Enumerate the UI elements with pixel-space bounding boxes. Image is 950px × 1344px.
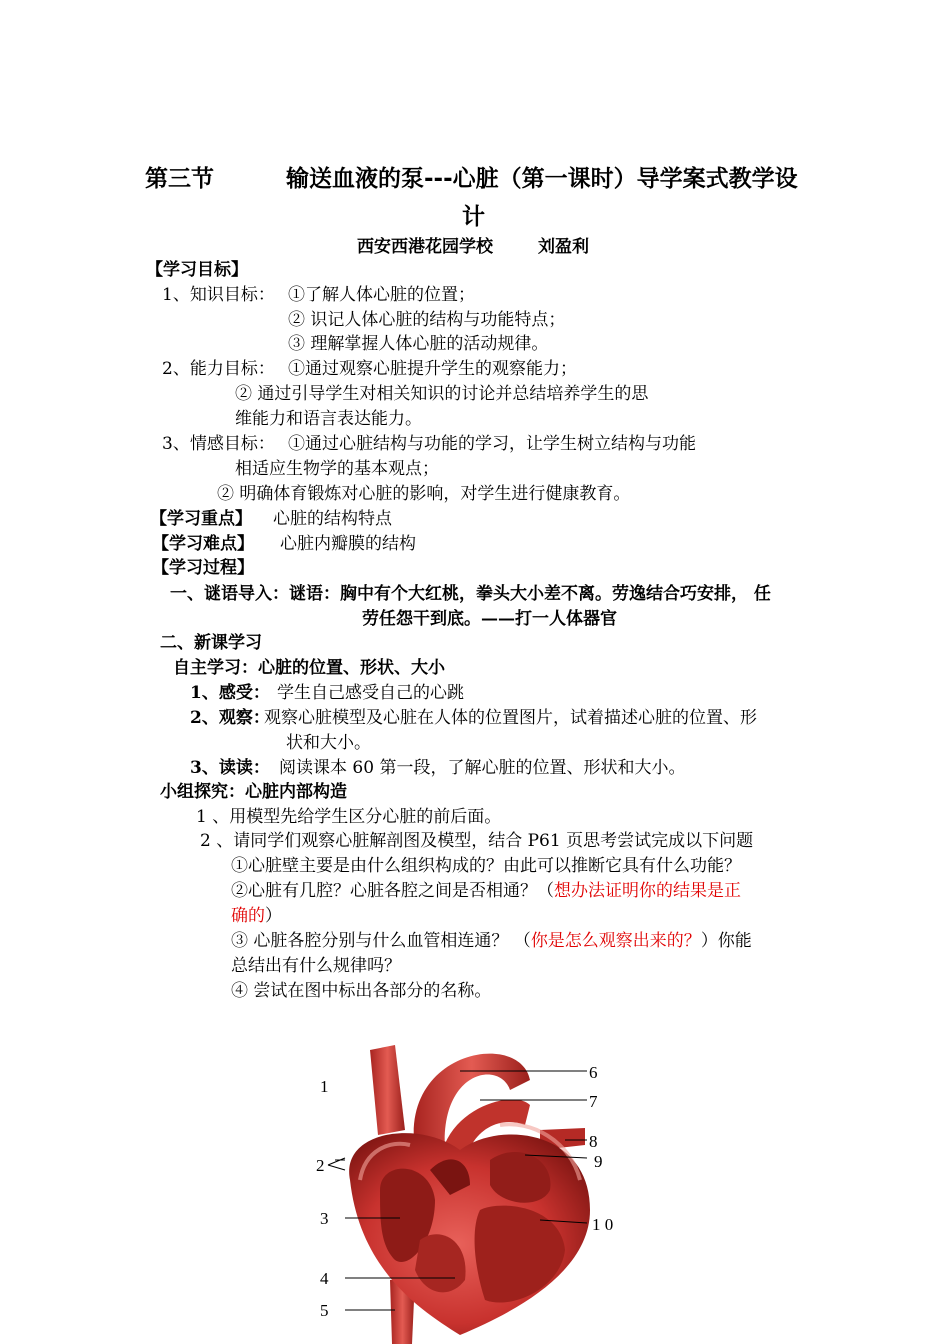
emotion-goal-1: ①通过心脏结构与功能的学习，让学生树立结构与功能 <box>288 434 696 454</box>
section-number: 第三节 <box>145 166 214 192</box>
figure-label-9: 9 <box>594 1152 603 1171</box>
step-3-text: 阅读课本 60 第一段，了解心脏的位置、形状和大小。 <box>279 758 686 778</box>
figure-label-5: 5 <box>320 1301 329 1320</box>
figure-label-6: 6 <box>589 1063 598 1082</box>
superior-vena-cava <box>370 1045 405 1135</box>
figure-label-3: 3 <box>320 1209 329 1228</box>
figure-label-8: 8 <box>589 1132 598 1151</box>
emotion-goal-2: ② 明确体育锻炼对心脏的影响，对学生进行健康教育。 <box>217 484 631 504</box>
ability-goal-2-cont: 维能力和语言表达能力。 <box>235 409 422 429</box>
heart-anatomy-figure <box>300 1010 640 1344</box>
step-1-label: 1、感受： <box>190 683 270 703</box>
focus-label: 【学习重点】 <box>150 509 252 529</box>
question-1: ①心脏壁主要是由什么组织构成的？由此可以推断它具有什么功能？ <box>231 856 741 876</box>
question-3-cont: 总结出有什么规律吗？ <box>231 956 401 976</box>
step-2-text-cont: 状和大小。 <box>286 733 371 753</box>
author-name: 刘盈利 <box>538 237 589 257</box>
new-lesson-heading: 二、新课学习 <box>160 633 262 653</box>
goals-heading: 【学习目标】 <box>146 260 248 280</box>
emotion-goal-label: 3、情感目标： <box>162 434 275 454</box>
ability-goal-label: 2、能力目标： <box>162 359 275 379</box>
question-4: ④ 尝试在图中标出各部分的名称。 <box>231 981 492 1001</box>
group-task-2: 2 、请同学们观察心脏解剖图及模型，结合 P61 页思考尝试完成以下问题 <box>200 831 754 851</box>
question-2-close: ） <box>265 906 282 926</box>
question-3-text-end: ）你能 <box>700 931 752 951</box>
step-1-text: 学生自己感受自己的心跳 <box>277 683 464 703</box>
question-3 <box>231 930 752 952</box>
process-heading: 【学习过程】 <box>152 558 254 578</box>
knowledge-goal-label: 1、知识目标： <box>162 285 275 305</box>
question-2 <box>231 880 741 902</box>
question-2-text: ②心脏有几腔？心脏各腔之间是否相通？（ <box>231 881 554 901</box>
figure-label-4: 4 <box>320 1269 329 1288</box>
question-3-hint: 你是怎么观察出来的？ <box>530 931 701 951</box>
group-task-1: 1 、用模型先给学生区分心脏的前后面。 <box>196 807 502 827</box>
question-2-hint: 想办法证明你的结果是正 <box>554 881 741 901</box>
knowledge-goal-1: ①了解人体心脏的位置； <box>288 285 475 305</box>
figure-label-10: 1 0 <box>592 1215 614 1234</box>
riddle-line-1: 一、谜语导入：谜语：胸中有个大红桃，拳头大小差不离。劳逸结合巧安排， 任 <box>170 584 771 604</box>
focus-text: 心脏的结构特点 <box>273 509 392 529</box>
figure-label-1: 1 <box>320 1077 329 1096</box>
school-name: 西安西港花园学校 <box>357 237 493 257</box>
step-2-text: 观察心脏模型及心脏在人体的位置图片，试着描述心脏的位置、形 <box>264 708 757 728</box>
question-3-text: ③ 心脏各腔分别与什么血管相连通？ （ <box>231 931 531 951</box>
riddle-line-2: 劳任怨干到底。——打一人体器官 <box>362 609 617 629</box>
difficulty-label: 【学习难点】 <box>152 534 254 554</box>
ability-goal-1: ①通过观察心脏提升学生的观察能力； <box>288 359 577 379</box>
knowledge-goal-2: ② 识记人体心脏的结构与功能特点； <box>288 310 566 330</box>
step-2-label: 2、观察： <box>190 708 270 728</box>
emotion-goal-1-cont: 相适应生物学的基本观点； <box>235 459 439 479</box>
figure-label-2: 2 <box>316 1156 325 1175</box>
step-3-label: 3、读读： <box>190 758 270 778</box>
knowledge-goal-3: ③ 理解掌握人体心脏的活动规律。 <box>288 334 549 354</box>
difficulty-text: 心脏内瓣膜的结构 <box>280 534 416 554</box>
question-2-hint-cont: 确的 <box>231 906 265 926</box>
page-title: 输送血液的泵---心脏（第一课时）导学案式教学设 <box>286 166 798 192</box>
self-study-heading: 自主学习：心脏的位置、形状、大小 <box>173 658 445 678</box>
page-title-continued: 计 <box>462 204 485 230</box>
figure-label-7: 7 <box>589 1092 598 1111</box>
question-2-cont <box>231 905 282 927</box>
group-inquiry-heading: 小组探究：心脏内部构造 <box>160 782 347 802</box>
ability-goal-2: ② 通过引导学生对相关知识的讨论并总结培养学生的思 <box>235 384 649 404</box>
